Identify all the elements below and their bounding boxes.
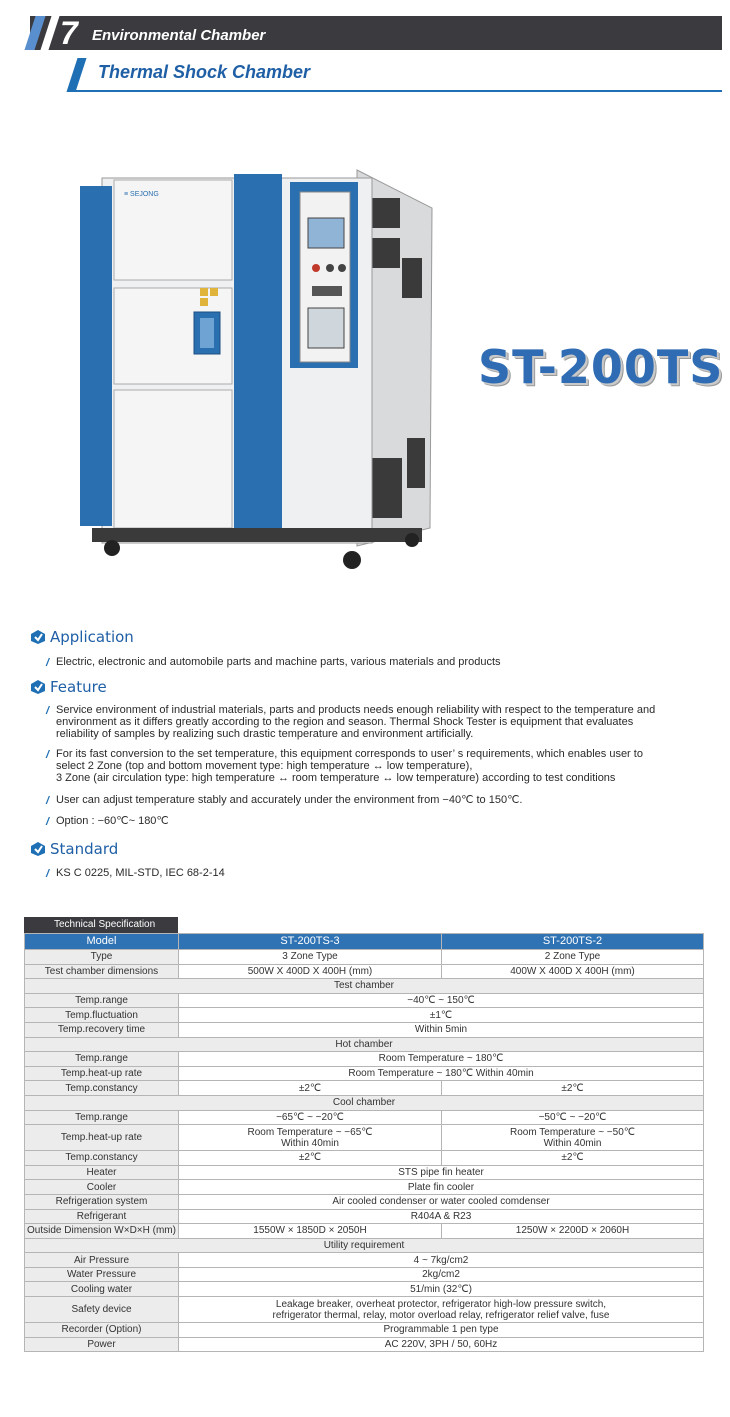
- group-header: Test chamber: [25, 979, 704, 994]
- group-row: [25, 1238, 704, 1253]
- table-row: [25, 1110, 704, 1125]
- row-label: Temp.fluctuation: [25, 1008, 179, 1023]
- table-row: [25, 993, 704, 1008]
- table-row: [25, 1282, 704, 1297]
- table-row: [25, 1052, 704, 1067]
- row-label: Cooling water: [25, 1282, 179, 1297]
- table-cell: AC 220V, 3PH / 50, 60Hz: [179, 1337, 704, 1352]
- table-cell: Room Temperature ~ 180℃: [179, 1052, 704, 1067]
- standard-heading: [30, 840, 118, 858]
- row-label: Temp.recovery time: [25, 1022, 179, 1037]
- group-header: Utility requirement: [25, 1238, 704, 1253]
- table-row: [25, 1337, 704, 1352]
- table-cell: ±2℃: [442, 1081, 704, 1096]
- row-label: Heater: [25, 1165, 179, 1180]
- table-row: [25, 1194, 704, 1209]
- section-number: 7: [60, 15, 78, 51]
- table-cell: 3 Zone Type: [179, 950, 442, 965]
- row-label: Temp.range: [25, 1052, 179, 1067]
- section-title-feature: Feature: [50, 678, 107, 696]
- table-row: [25, 1022, 704, 1037]
- table-row: [25, 1151, 704, 1166]
- row-label: Refrigerant: [25, 1209, 179, 1224]
- table-row: [25, 1180, 704, 1195]
- table-cell: 51/min (32℃): [179, 1282, 704, 1297]
- table-header-row: [25, 934, 704, 950]
- table-cell: ±2℃: [179, 1081, 442, 1096]
- product-image: [72, 168, 452, 588]
- table-row: [25, 1066, 704, 1081]
- page-title: Thermal Shock Chamber: [98, 62, 311, 82]
- row-label: Refrigeration system: [25, 1194, 179, 1209]
- table-cell: 1250W × 2200D × 2060H: [442, 1224, 704, 1239]
- table-cell: −65℃ ~ −20℃: [179, 1110, 442, 1125]
- table-row: [25, 1008, 704, 1023]
- table-row: [25, 1297, 704, 1323]
- list-item: / For its fast conversion to the set temperature, this equipment corresponds to user’ s requirements, which enables user to select 2 Zone (top and bottom movement type: high temperature ↔ low temperature), 3 Zone (air circulation type: high temperature ↔ room temperature ↔ low temperature) according to test conditions: [46, 748, 643, 784]
- table-header: ST-200TS-2: [442, 934, 704, 950]
- table-row: [25, 964, 704, 979]
- table-row: [25, 950, 704, 965]
- table-cell: Programmable 1 pen type: [179, 1323, 704, 1338]
- title-underline: [72, 90, 722, 92]
- row-label: Test chamber dimensions: [25, 964, 179, 979]
- row-label: Temp.constancy: [25, 1081, 179, 1096]
- spec-table: [24, 933, 704, 1352]
- table-cell: 1550W × 1850D × 2050H: [179, 1224, 442, 1239]
- table-cell: ±2℃: [442, 1151, 704, 1166]
- list-item: / Option : −60℃~ 180℃: [46, 815, 169, 828]
- table-cell: R404A & R23: [179, 1209, 704, 1224]
- table-cell: Within 5min: [179, 1022, 704, 1037]
- table-row: [25, 1125, 704, 1151]
- feature-heading: [30, 678, 107, 696]
- table-row: [25, 1267, 704, 1282]
- row-label: Temp.constancy: [25, 1151, 179, 1166]
- row-label: Temp.heat-up rate: [25, 1066, 179, 1081]
- list-item: / KS C 0225, MIL-STD, IEC 68-2-14: [46, 867, 225, 880]
- title-accent-stripe: [66, 58, 86, 92]
- table-cell: Room Temperature ~ −50℃ Within 40min: [442, 1125, 704, 1151]
- row-label: Type: [25, 950, 179, 965]
- row-label: Power: [25, 1337, 179, 1352]
- row-label: Air Pressure: [25, 1253, 179, 1268]
- table-cell: Room Temperature ~ 180℃ Within 40min: [179, 1066, 704, 1081]
- group-header: Cool chamber: [25, 1095, 704, 1110]
- table-cell: Air cooled condenser or water cooled comdenser: [179, 1194, 704, 1209]
- table-cell: −50℃ ~ −20℃: [442, 1110, 704, 1125]
- section-bullet-icon: [30, 841, 46, 857]
- section-title-standard: Standard: [50, 840, 119, 858]
- table-cell: Room Temperature ~ −65℃ Within 40min: [179, 1125, 442, 1151]
- list-item: / Electric, electronic and automobile parts and machine parts, various materials and products: [46, 656, 501, 669]
- row-label: Safety device: [25, 1297, 179, 1323]
- group-header: Hot chamber: [25, 1037, 704, 1052]
- group-row: [25, 1095, 704, 1110]
- table-header: Model: [25, 934, 179, 950]
- section-title: Environmental Chamber: [92, 27, 266, 44]
- table-cell: 4 ~ 7kg/cm2: [179, 1253, 704, 1268]
- row-label: Water Pressure: [25, 1267, 179, 1282]
- table-cell: Leakage breaker, overheat protector, refrigerator high-low pressure switch, refrigerator thermal, relay, motor overload relay, refrigerator relief valve, fuse: [179, 1297, 704, 1323]
- table-cell: Plate fin cooler: [179, 1180, 704, 1195]
- row-label: Recorder (Option): [25, 1323, 179, 1338]
- list-item: / User can adjust temperature stably and accurately under the environment from −40℃ to 150℃.: [46, 794, 523, 807]
- section-bullet-icon: [30, 679, 46, 695]
- section-title-application: Application: [50, 628, 134, 646]
- group-row: [25, 1037, 704, 1052]
- group-row: [25, 979, 704, 994]
- table-row: [25, 1224, 704, 1239]
- row-label: Outside Dimension W×D×H (mm): [25, 1224, 179, 1239]
- table-cell: −40℃ ~ 150℃: [179, 993, 704, 1008]
- row-label: Cooler: [25, 1180, 179, 1195]
- row-label: Temp.heat-up rate: [25, 1125, 179, 1151]
- table-row: [25, 1323, 704, 1338]
- table-row: [25, 1253, 704, 1268]
- svg-text:≡ SEJONG: ≡ SEJONG: [124, 191, 159, 198]
- table-row: [25, 1165, 704, 1180]
- table-cell: 2 Zone Type: [442, 950, 704, 965]
- table-cell: 400W X 400D X 400H (mm): [442, 964, 704, 979]
- spec-tab-label: Technical Specification: [24, 917, 178, 933]
- list-item: / Service environment of industrial materials, parts and products needs enough reliability with respect to the temperature and environment as it differs greatly according to the region and season. Thermal Shock Tester is equipment that evaluates reliability of samples by realizing such drastic temperature and environment artificially.: [46, 704, 656, 740]
- row-label: Temp.range: [25, 993, 179, 1008]
- row-label: Temp.range: [25, 1110, 179, 1125]
- application-heading: [30, 628, 134, 646]
- table-row: [25, 1209, 704, 1224]
- table-cell: ±2℃: [179, 1151, 442, 1166]
- section-bullet-icon: [30, 629, 46, 645]
- table-cell: STS pipe fin heater: [179, 1165, 704, 1180]
- model-name: ST-200TS: [478, 340, 724, 394]
- table-cell: ±1℃: [179, 1008, 704, 1023]
- table-cell: 2kg/cm2: [179, 1267, 704, 1282]
- table-header: ST-200TS-3: [179, 934, 442, 950]
- table-row: [25, 1081, 704, 1096]
- table-cell: 500W X 400D X 400H (mm): [179, 964, 442, 979]
